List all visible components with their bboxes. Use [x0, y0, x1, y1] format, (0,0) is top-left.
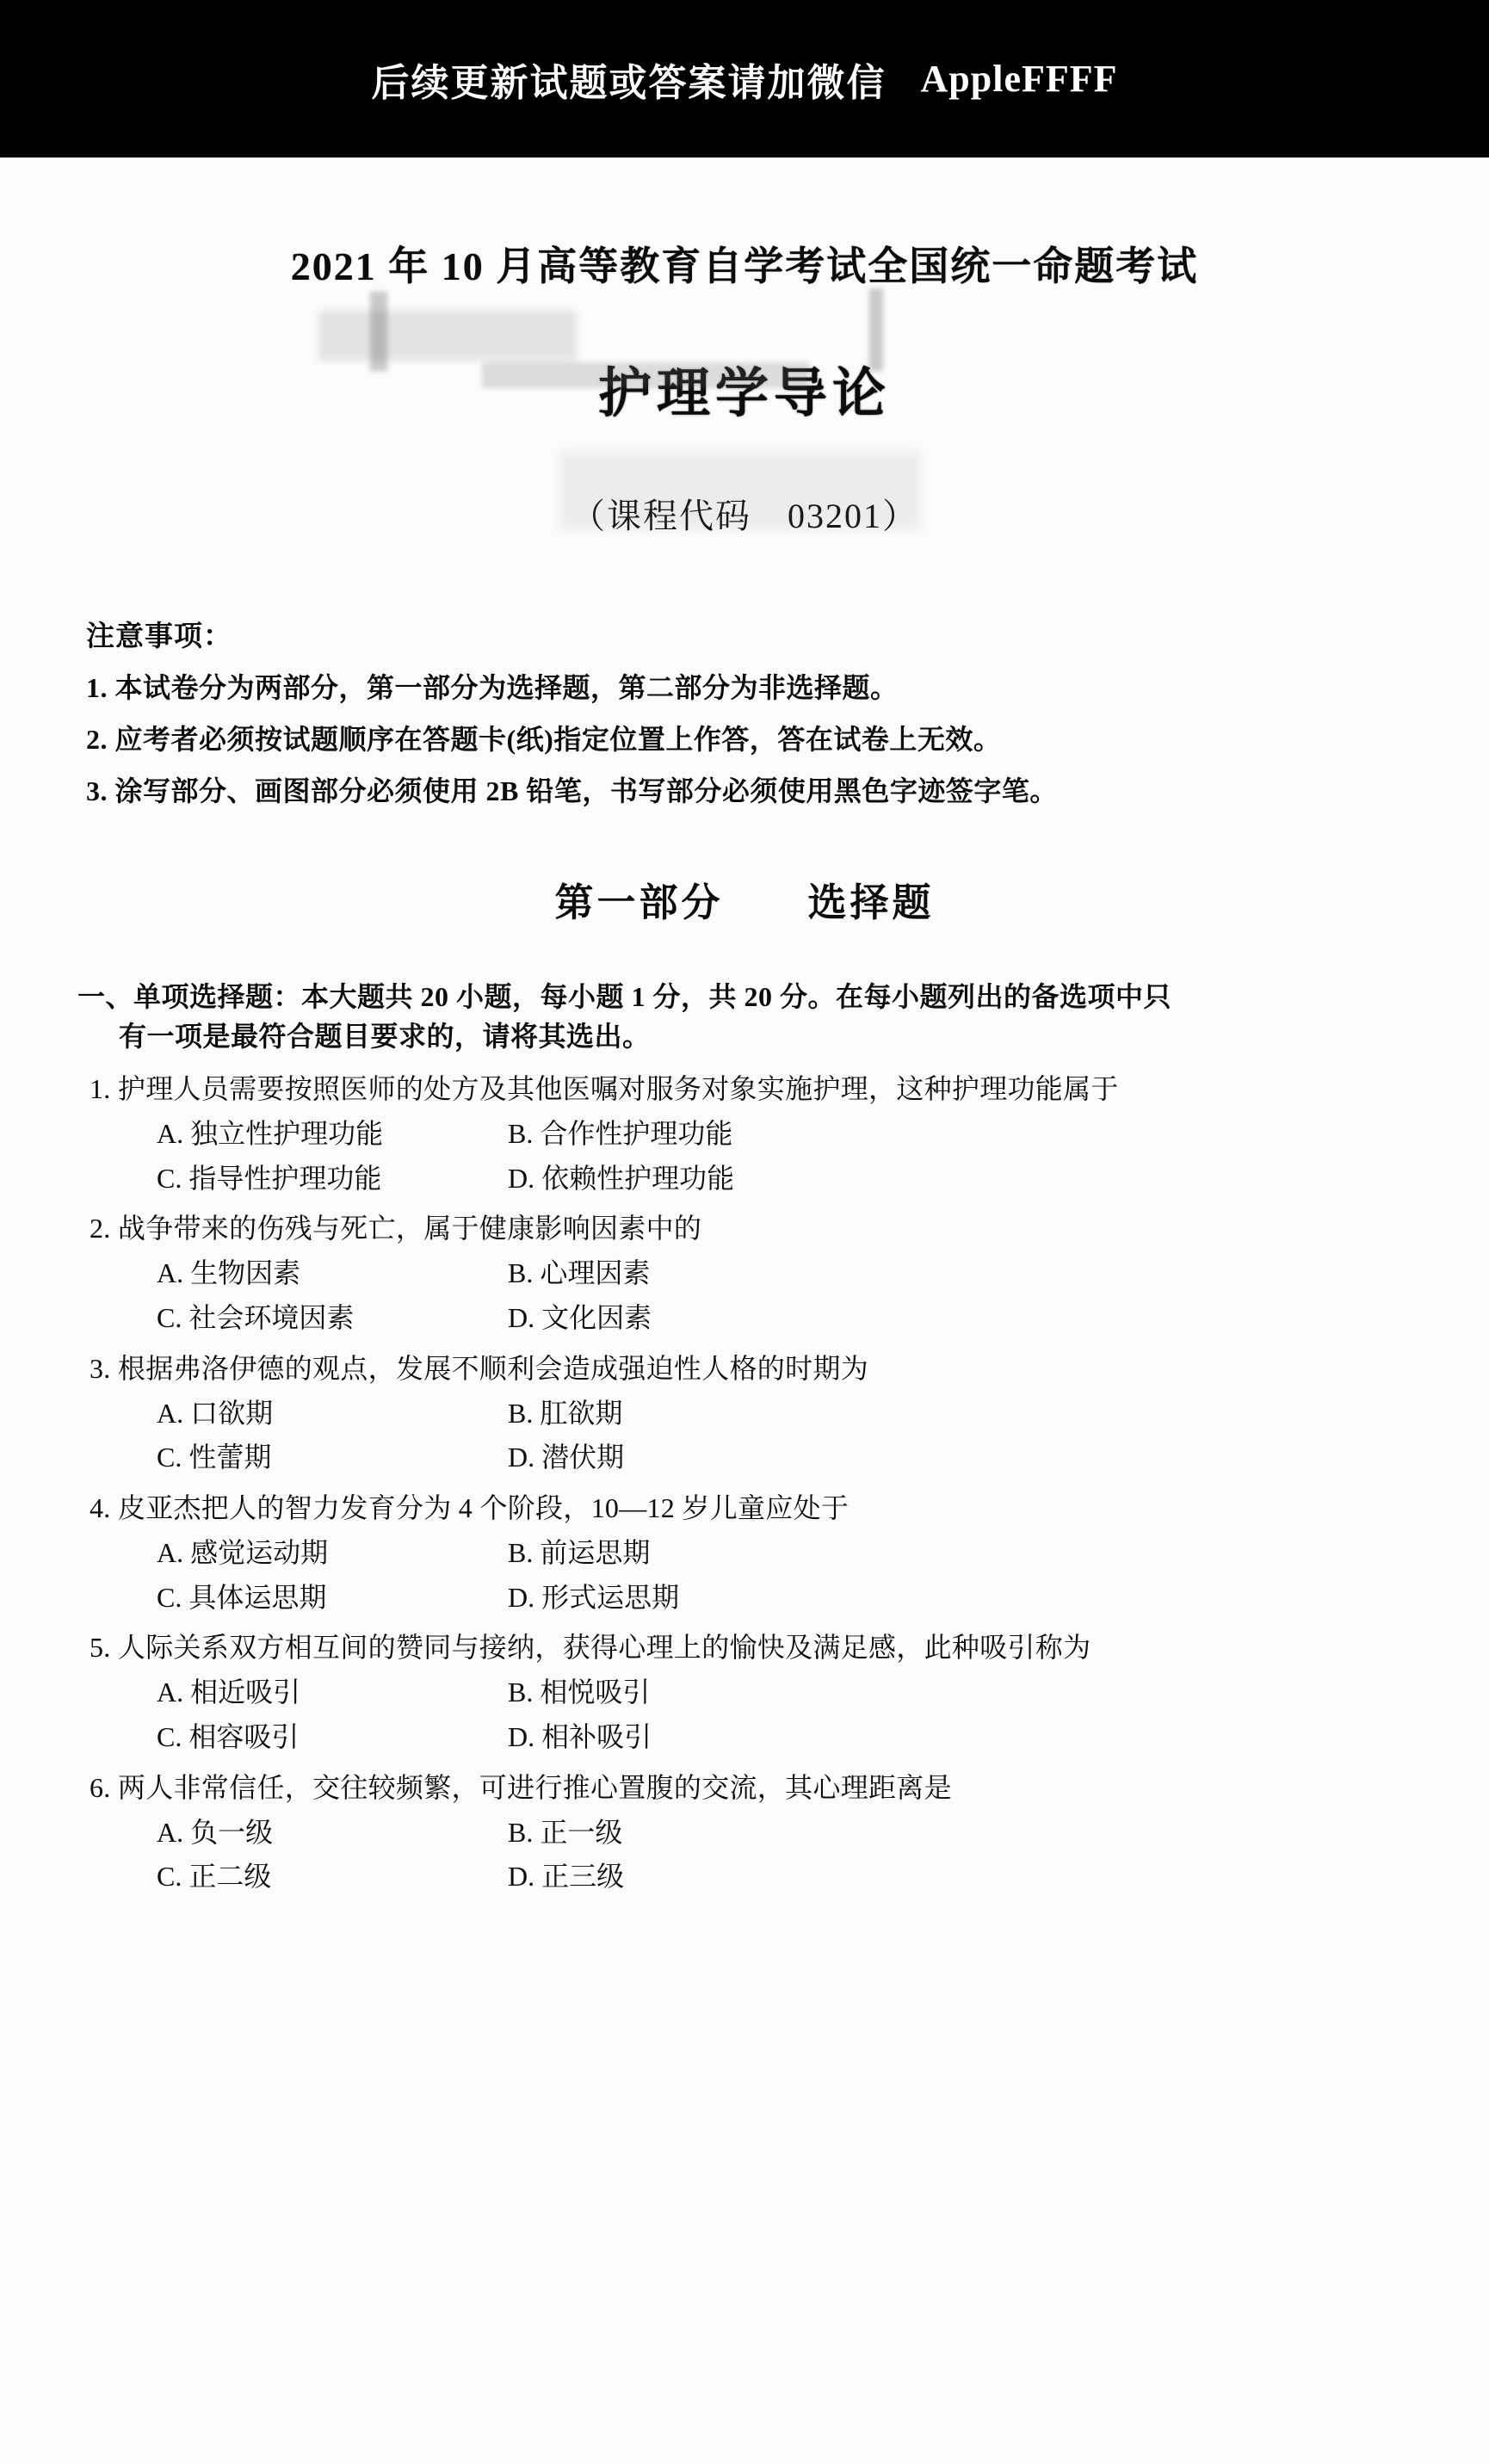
question-stem: 1. 护理人员需要按照医师的处方及其他医嘱对服务对象实施护理，这种护理功能属于 — [90, 1072, 1119, 1104]
option-b[interactable]: B. 肛欲期 — [508, 1397, 623, 1429]
option-row-ab — [77, 1256, 1412, 1292]
watermark-banner — [0, 0, 1489, 157]
notice-item-1: 1. 本试卷分为两部分，第一部分为选择题，第二部分为非选择题。 — [86, 672, 899, 703]
option-row-cd — [77, 1720, 1412, 1756]
subject-title: 护理学导论 — [597, 365, 891, 423]
option-d[interactable]: D. 相补吸引 — [508, 1721, 652, 1753]
option-row-cd — [77, 1440, 1412, 1476]
question-stem: 6. 两人非常信任，交往较频繁，可进行推心置腹的交流，其心理距离是 — [90, 1771, 952, 1803]
option-row-cd — [77, 1300, 1412, 1337]
option-c[interactable]: C. 社会环境因素 — [157, 1301, 355, 1333]
option-c[interactable]: C. 相容吸引 — [157, 1721, 300, 1753]
option-row-ab — [77, 1675, 1412, 1711]
option-row-ab — [77, 1535, 1412, 1572]
section-instructions-line1: 一、单项选择题：本大题共 20 小题，每小题 1 分，共 20 分。在每小题列出的备选项中只 — [77, 981, 1172, 1012]
option-row-ab — [77, 1815, 1412, 1851]
option-b[interactable]: B. 相悦吸引 — [508, 1677, 651, 1708]
notice-item-3: 3. 涂写部分、画图部分必须使用 2B 铅笔，书写部分必须使用黑色字迹签字笔。 — [86, 775, 1058, 806]
option-d[interactable]: D. 形式运思期 — [508, 1581, 680, 1613]
notice-title: 注意事项： — [86, 621, 232, 652]
notice-item-2: 2. 应考者必须按试题顺序在答题卡(纸)指定位置上作答，答在试卷上无效。 — [86, 724, 1002, 755]
question-item — [77, 1490, 1412, 1615]
option-row-ab — [77, 1396, 1412, 1432]
option-b[interactable]: B. 正一级 — [508, 1816, 623, 1848]
question-item — [77, 1629, 1412, 1755]
course-code: （课程代码 03201） — [571, 497, 918, 535]
option-a[interactable]: A. 口欲期 — [157, 1397, 274, 1429]
section-instructions — [77, 977, 1412, 1057]
option-d[interactable]: D. 依赖性护理功能 — [508, 1162, 735, 1194]
banner-wechat-handle: AppleFFFF — [920, 58, 1118, 100]
question-stem: 4. 皮亚杰把人的智力发育分为 4 个阶段，10—12 岁儿童应处于 — [90, 1491, 850, 1523]
question-item — [77, 1769, 1412, 1895]
option-row-ab — [77, 1116, 1412, 1152]
option-c[interactable]: C. 性蕾期 — [157, 1442, 272, 1473]
question-item — [77, 1210, 1412, 1336]
option-c[interactable]: C. 具体运思期 — [157, 1581, 327, 1613]
option-row-cd — [77, 1161, 1412, 1197]
option-a[interactable]: A. 相近吸引 — [157, 1677, 301, 1708]
option-c[interactable]: C. 正二级 — [157, 1861, 272, 1893]
question-stem: 2. 战争带来的伤残与死亡，属于健康影响因素中的 — [90, 1213, 702, 1244]
option-a[interactable]: A. 感觉运动期 — [157, 1537, 329, 1569]
option-b[interactable]: B. 前运思期 — [508, 1537, 651, 1569]
option-b[interactable]: B. 心理因素 — [508, 1257, 651, 1289]
option-row-cd — [77, 1859, 1412, 1895]
option-a[interactable]: A. 负一级 — [157, 1816, 274, 1848]
question-stem: 3. 根据弗洛伊德的观点，发展不顺利会造成强迫性人格的时期为 — [90, 1352, 869, 1384]
question-item — [77, 1071, 1412, 1196]
option-d[interactable]: D. 潜伏期 — [508, 1442, 625, 1473]
exam-title: 2021 年 10 月高等教育自学考试全国统一命题考试 — [290, 244, 1199, 288]
option-b[interactable]: B. 合作性护理功能 — [508, 1117, 733, 1149]
banner-promo-text: 后续更新试题或答案请加微信 — [371, 61, 887, 104]
option-a[interactable]: A. 生物因素 — [157, 1257, 301, 1289]
option-d[interactable]: D. 文化因素 — [508, 1301, 652, 1333]
option-d[interactable]: D. 正三级 — [508, 1861, 625, 1893]
exam-paper-scan — [0, 157, 1489, 2464]
section-instructions-line2: 有一项是最符合题目要求的，请将其选出。 — [119, 1021, 651, 1053]
option-row-cd — [77, 1580, 1412, 1616]
notice-block — [77, 614, 1412, 809]
option-c[interactable]: C. 指导性护理功能 — [157, 1162, 382, 1194]
option-a[interactable]: A. 独立性护理功能 — [157, 1117, 384, 1149]
question-stem: 5. 人际关系双方相互间的赞同与接纳，获得心理上的愉快及满足感，此种吸引称为 — [90, 1632, 1091, 1664]
part-one-heading: 第一部分 选择题 — [554, 881, 935, 924]
question-item — [77, 1350, 1412, 1476]
